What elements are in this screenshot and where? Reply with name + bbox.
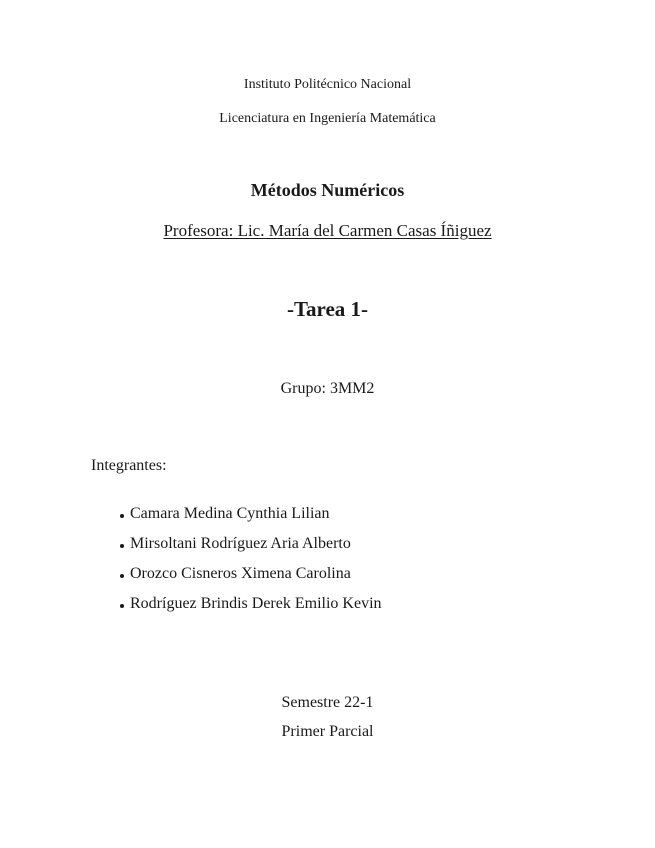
partial-label: Primer Parcial	[281, 723, 374, 740]
course-title: Métodos Numéricos	[250, 180, 405, 200]
degree-name: Licenciatura en Ingeniería Matemática	[219, 111, 436, 126]
members-heading: Integrantes:	[91, 457, 167, 474]
member-name: Rodríguez Brindis Derek Emilio Kevin	[130, 595, 382, 612]
group-label: Grupo: 3MM2	[280, 380, 375, 397]
list-item	[120, 529, 382, 559]
bullet-icon	[120, 544, 124, 548]
list-item	[120, 589, 382, 619]
list-item	[120, 559, 382, 589]
institution-name: Instituto Politécnico Nacional	[243, 77, 412, 92]
professor-name: Profesora: Lic. María del Carmen Casas Íñiguez	[163, 221, 492, 240]
member-name: Orozco Cisneros Ximena Carolina	[130, 565, 351, 582]
member-name: Camara Medina Cynthia Lilian	[130, 505, 330, 522]
list-item	[120, 499, 382, 529]
bullet-icon	[120, 604, 124, 608]
members-list	[120, 499, 382, 619]
bullet-icon	[120, 574, 124, 578]
assignment-title: -Tarea 1-	[286, 297, 369, 321]
semester-label: Semestre 22-1	[281, 694, 374, 711]
bullet-icon	[120, 514, 124, 518]
member-name: Mirsoltani Rodríguez Aria Alberto	[130, 535, 351, 552]
